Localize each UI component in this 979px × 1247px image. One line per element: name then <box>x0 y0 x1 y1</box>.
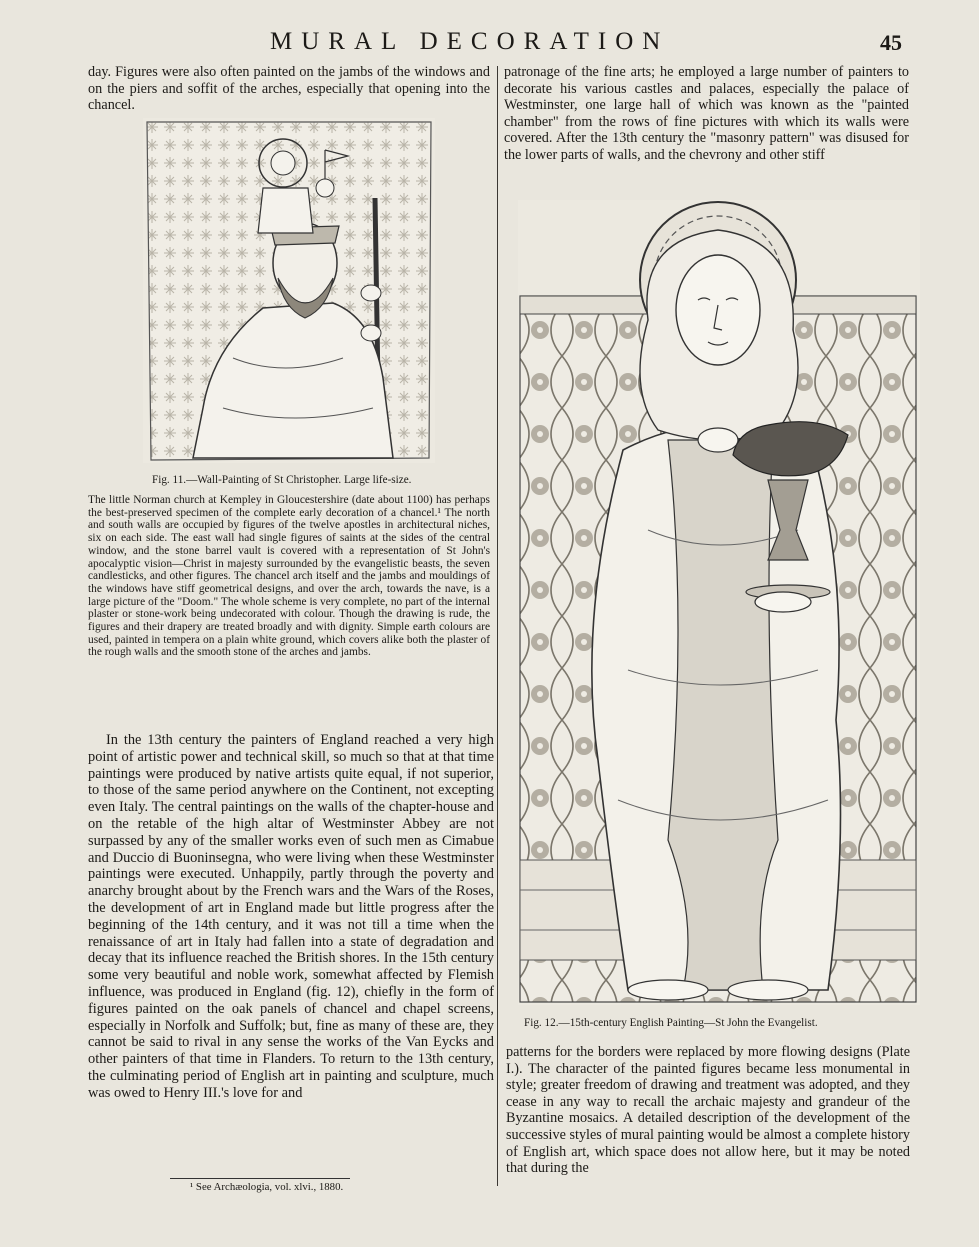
thirteenth-century-paragraph: In the 13th century the painters of England reached a very high point of artistic power and technical skill, so much so that at that time paintings were produced by native artists quite equal, if not superior, to those of the same period anywhere on the Continent, not excepting even Italy. The central paintings on the walls of the chapter-house and on the retable of the high altar of Westminster Abbey are not surpassed by any of the smaller works even of such men as Cimabue and Duccio di Buoninsegna, who were living when these Westminster paintings were executed. Unhappily, partly through the poverty and anarchy brought about by the French wars and the Wars of the Roses, the development of art in England made but little progress after the beginning of the 14th century, and it was not till a time when the renaissance of art in Italy had fallen into a state of degradation and decay that its influence reached the British shores. In the 15th century some very beautiful and noble work, somewhat affected by Flemish influence, was produced in England (fig. 12), chiefly in the form of figures painted on the oak panels of chancel and chapel screens, especially in Norfolk and Suffolk; but, fine as many of these are, they cannot be said to rival in any sense the works of the Van Eycks and other painters of that time in Flanders. To return to the 13th century, the culminating period of English art in painting and sculpture, much was owed to Henry III.'s love for and <box>88 732 494 1101</box>
st-john-illustration <box>518 200 920 1005</box>
st-christopher-illustration <box>143 118 435 463</box>
footnote: ¹ See Archæologia, vol. xlvi., 1880. <box>190 1181 344 1193</box>
page-number: 45 <box>880 30 902 55</box>
figure-11-caption: Fig. 11.—Wall-Painting of St Christopher. Large life-size. <box>152 474 412 486</box>
figure-12-st-john <box>518 200 920 1005</box>
intro-paragraph: day. Figures were also often painted on the jambs of the windows and on the piers and soffit of the arches, especially that opening into the chancel. <box>88 64 490 114</box>
figure-12-caption: Fig. 12.—15th-century English Painting—St John the Evangelist. <box>524 1017 818 1029</box>
flowing-designs-paragraph: patterns for the borders were replaced by more flowing designs (Plate I.). The character of the painted figures became less monumental in style; greater freedom of drawing and treatment was adopted, and they cease in any way to recall the archaic majesty and grandeur of the Byzantine mosaics. A detailed description of the development of the successive styles of mural painting would be almost a complete history of English art, which space does not allow here, but it may be noted that during the <box>506 1044 910 1177</box>
footnote-rule <box>170 1178 350 1179</box>
kempley-paragraph: The little Norman church at Kempley in Gloucestershire (date about 1100) has perhaps the best-preserved specimen of the complete early decoration of a chancel.¹ The north and south walls are occupied by figures of the twelve apostles in architectural niches, six on each side. The east wall had single figures of saints at the sides of the central window, and the stone barrel vault is covered with a representation of St John's apocalyptic vision—Christ in majesty surrounded by the evangelistic beasts, the seven candlesticks, and other figures. The chancel arch itself and the jambs and mouldings of the windows have stiff geometrical designs, and over the arch, towards the nave, is a large picture of the "Doom." The whole scheme is very complete, no part of the internal plaster or stone-work being undecorated with colour. Though the drawing is rude, the figures and their drapery are treated broadly and with dignity. Simple earth colours are used, painted in tempera on a plain white ground, which covers alike both the plaster of the rough walls and the smooth stone of the arches and jambs. <box>88 494 490 659</box>
figure-11-st-christopher <box>143 118 435 463</box>
column-divider <box>497 66 498 1186</box>
running-head: MURAL DECORATION <box>270 28 670 55</box>
patronage-paragraph: patronage of the fine arts; he employed a large number of painters to decorate his various castles and palaces, especially the palace of Westminster, one large hall of which was known as the "painted chamber" from the rows of fine pictures with which its walls were covered. After the 13th century the "masonry pattern" was disused for the lower parts of walls, and the chevrony and other stiff <box>504 64 909 163</box>
